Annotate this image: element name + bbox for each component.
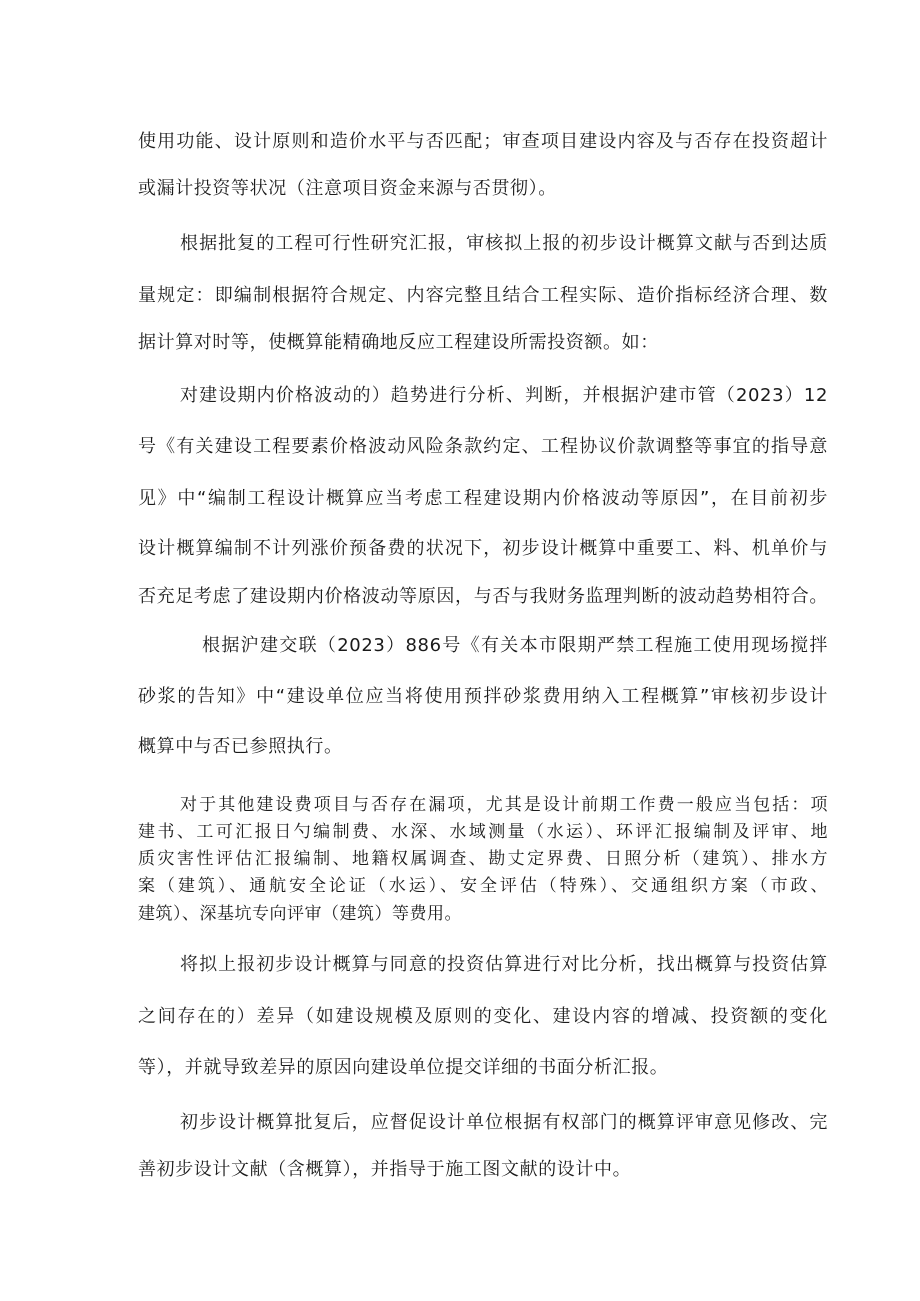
text-line: 砂浆的告知》中“建设单位应当将使用预拌砂浆费用纳入工程概算”审核初步设计	[138, 686, 828, 707]
text-line: 见》中“编制工程设计概算应当考虑工程建设期内价格波动等原因”，在目前初步	[138, 488, 828, 509]
text-line: 将拟上报初步设计概算与同意的投资估算进行对比分析，找出概算与投资估算	[180, 954, 828, 975]
text-line: 等），并就导致差异的原因向建设单位提交详细的书面分析汇报。	[138, 1057, 669, 1078]
text-line: 据计算对时等，使概算能精确地反应工程建设所需投资额。如：	[138, 332, 659, 353]
text-line: 质灾害性评估汇报编制、地籍权属调查、勘丈定界费、日照分析（建筑）、排水方	[138, 849, 828, 869]
text-line: 设计概算编制不计列涨价预备费的状况下，初步设计概算中重要工、料、机单价与	[138, 538, 828, 559]
text-line: 根据沪建交联（2023）886号《有关本市限期严禁工程施工使用现场搅拌	[202, 635, 828, 656]
text-line: 善初步设计文献（含概算），并指导于施工图文献的设计中。	[138, 1159, 632, 1180]
text-line: 或漏计投资等状况（注意项目资金来源与否贯彻）。	[138, 178, 557, 199]
text-line: 使用功能、设计原则和造价水平与否匹配；审查项目建设内容及与否存在投资超计	[138, 131, 828, 152]
text-line: 建筑）、深基坑专向评审（建筑）等费用。	[138, 904, 462, 924]
text-line: 对建设期内价格波动的）趋势进行分析、判断，并根据沪建市管（2023）12	[180, 385, 828, 406]
text-line: 案（建筑）、通航安全论证（水运）、安全评估（特殊）、交通组织方案（市政、	[138, 876, 828, 896]
text-line: 建书、工可汇报日勺编制费、水深、水域测量（水运）、环评汇报编制及评审、地	[138, 822, 828, 842]
text-line: 之间存在的）差异（如建设规模及原则的变化、建设内容的增减、投资额的变化	[138, 1006, 828, 1027]
text-line: 量规定：即编制根据符合规定、内容完整且结合工程实际、造价指标经济合理、数	[138, 285, 828, 306]
text-line: 号《有关建设工程要素价格波动风险条款约定、工程协议价款调整等事宜的指导意	[138, 436, 828, 457]
text-line: 否充足考虑了建设期内价格波动等原因，与否与我财务监理判断的波动趋势相符合。	[138, 586, 828, 607]
text-line: 根据批复的工程可行性研究汇报，审核拟上报的初步设计概算文献与否到达质	[180, 233, 828, 254]
text-line: 对于其他建设费项目与否存在漏项，尤其是设计前期工作费一般应当包括：项	[180, 795, 828, 815]
text-line: 概算中与否已参照执行。	[138, 736, 343, 757]
text-line: 初步设计概算批复后，应督促设计单位根据有权部门的概算评审意见修改、完	[180, 1112, 828, 1133]
